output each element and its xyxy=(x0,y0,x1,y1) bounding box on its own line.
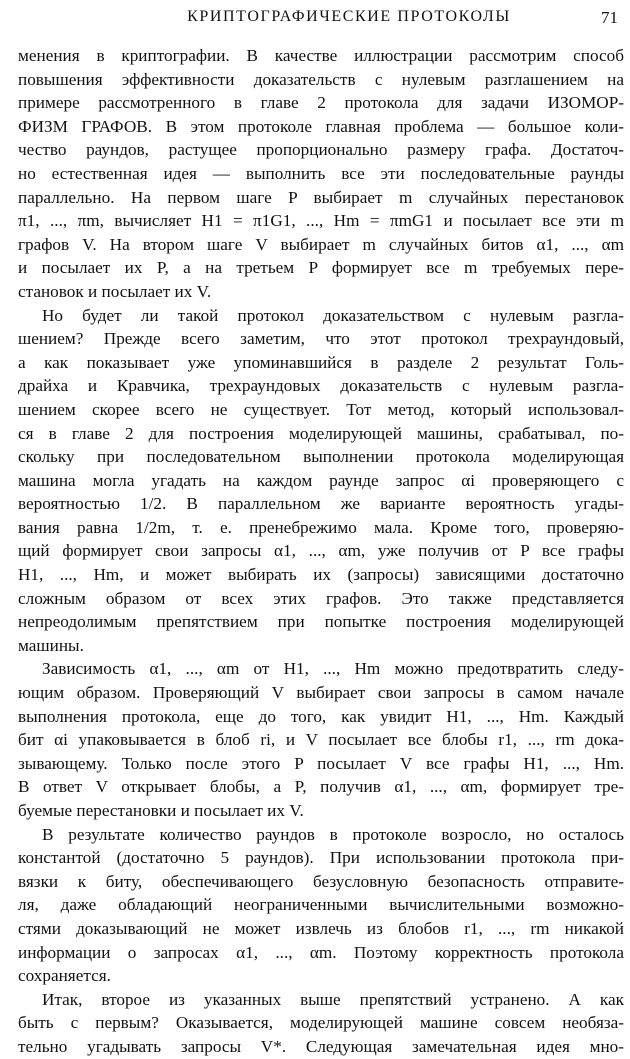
text-line: драйха и Кравчика, трехраундовых доказательств с нулевым разгла- xyxy=(18,376,624,396)
text-line: менения в криптографии. В качестве иллюстрации рассмотрим способ xyxy=(18,46,624,65)
text-line: шением? Прежде всего заметим, что этот протокол трехраундовый, xyxy=(18,329,624,349)
text-line: повышения эффективности доказательств с нулевым разглашением на xyxy=(18,69,624,89)
text-line: ющим образом. Проверяющий V выбирает свои запросы в самом начале xyxy=(18,683,624,703)
body-text xyxy=(18,44,624,1059)
running-head-title: КРИПТОГРАФИЧЕСКИЕ ПРОТОКОЛЫ xyxy=(187,8,511,25)
text-line: становок и посылает их V. xyxy=(18,281,212,301)
text-line: буемые перестановки и посылает их V. xyxy=(18,801,304,820)
text-line: зывающему. Только после этого P посылает V все графы H1, ..., Hm. xyxy=(18,753,624,773)
text-line: примере рассмотренного в главе 2 протокола для задачи ИЗОМОР- xyxy=(18,93,624,113)
text-line: чество раундов, растущее пропорционально размеру графа. Достаточ- xyxy=(18,140,624,160)
running-head xyxy=(18,8,622,34)
text-line: Итак, второе из указанных выше препятствий устранено. А как xyxy=(42,989,624,1009)
text-line: сохраняется. xyxy=(18,966,111,986)
text-line: машины. xyxy=(18,635,84,655)
text-line: а как показывает уже упоминавшийся в разделе 2 результат Голь- xyxy=(18,352,624,372)
text-line: шением скорее всего не существует. Тот метод, который использовал- xyxy=(18,399,624,419)
text-line: В ответ V открывает блобы, а P, получив α1, ..., αm, формирует тре- xyxy=(18,777,624,797)
text-line: ся в главе 2 для построения моделирующей машины, срабатывал, по- xyxy=(18,423,624,443)
text-line: константой (достаточно 5 раундов). При использовании протокола при- xyxy=(18,848,624,868)
text-line: π1, ..., πm, вычисляет H1 = π1G1, ..., Hm = πmG1 и посылает все эти m xyxy=(18,211,624,231)
paragraph xyxy=(18,44,624,304)
text-line: В результате количество раундов в протоколе возросло, но осталось xyxy=(42,824,624,844)
text-line: но естественная идея — выполнить все эти последовательные раунды xyxy=(18,163,624,183)
text-line: Но будет ли такой протокол доказательством с нулевым разгла- xyxy=(42,305,624,325)
text-line: бит αi упаковывается в блоб ri, и V посылает все блобы r1, ..., rm дока- xyxy=(18,730,624,750)
text-line: вания равна 1/2m, т. е. пренебрежимо мала. Кроме того, проверяю- xyxy=(18,517,624,537)
text-line: тельно угадывать запросы V*. Следующая замечательная идея мно- xyxy=(18,1036,624,1056)
text-line: скольку при последовательном выполнении протокола моделирующая xyxy=(18,447,624,467)
paragraph xyxy=(18,988,624,1059)
text-line: и посылает их P, а на третьем P формирует все m требуемых пере- xyxy=(18,258,624,278)
text-line: ля, даже обладающий неограниченными вычислительными возможно- xyxy=(18,895,624,915)
text-line: ФИЗМ ГРАФОВ. В этом протоколе главная проблема — большое коли- xyxy=(18,116,624,136)
paragraph xyxy=(18,304,624,658)
text-line: вязки к биту, обеспечивающего безусловную безопасность отправите- xyxy=(18,871,624,891)
paragraph xyxy=(18,657,624,822)
text-line: щий формирует свои запросы α1, ..., αm, уже получив от P все графы xyxy=(18,541,624,561)
text-line: выполнения протокола, еще до того, как увидит H1, ..., Hm. Каждый xyxy=(18,706,624,726)
text-line: стями доказывающий не может извлечь из блобов r1, ..., rm никакой xyxy=(18,918,624,938)
text-line: информации о запросах α1, ..., αm. Поэтому корректность протокола xyxy=(18,942,624,962)
page-number: 71 xyxy=(601,8,618,27)
text-line: параллельно. На первом шаге P выбирает m случайных перестановок xyxy=(18,187,624,207)
text-line: графов V. На втором шаге V выбирает m случайных битов α1, ..., αm xyxy=(18,234,624,254)
text-line: H1, ..., Hm, и может выбирать их (запросы) зависящими достаточно xyxy=(18,565,624,585)
text-line: машина могла угадать на каждом раунде запрос αi проверяющего с xyxy=(18,470,624,490)
text-line: быть с первым? Оказывается, моделирующей машине совсем необяза- xyxy=(18,1013,624,1033)
paragraph xyxy=(18,823,624,988)
text-line: непреодолимым препятствием при попытке построения моделирующей xyxy=(18,612,624,632)
text-line: сложным образом от всех этих графов. Это также представляется xyxy=(18,588,624,608)
text-line: вероятностью 1/2. В параллельном же варианте вероятность угады- xyxy=(18,494,624,514)
text-line: Зависимость α1, ..., αm от H1, ..., Hm можно предотвратить следу- xyxy=(42,659,624,679)
